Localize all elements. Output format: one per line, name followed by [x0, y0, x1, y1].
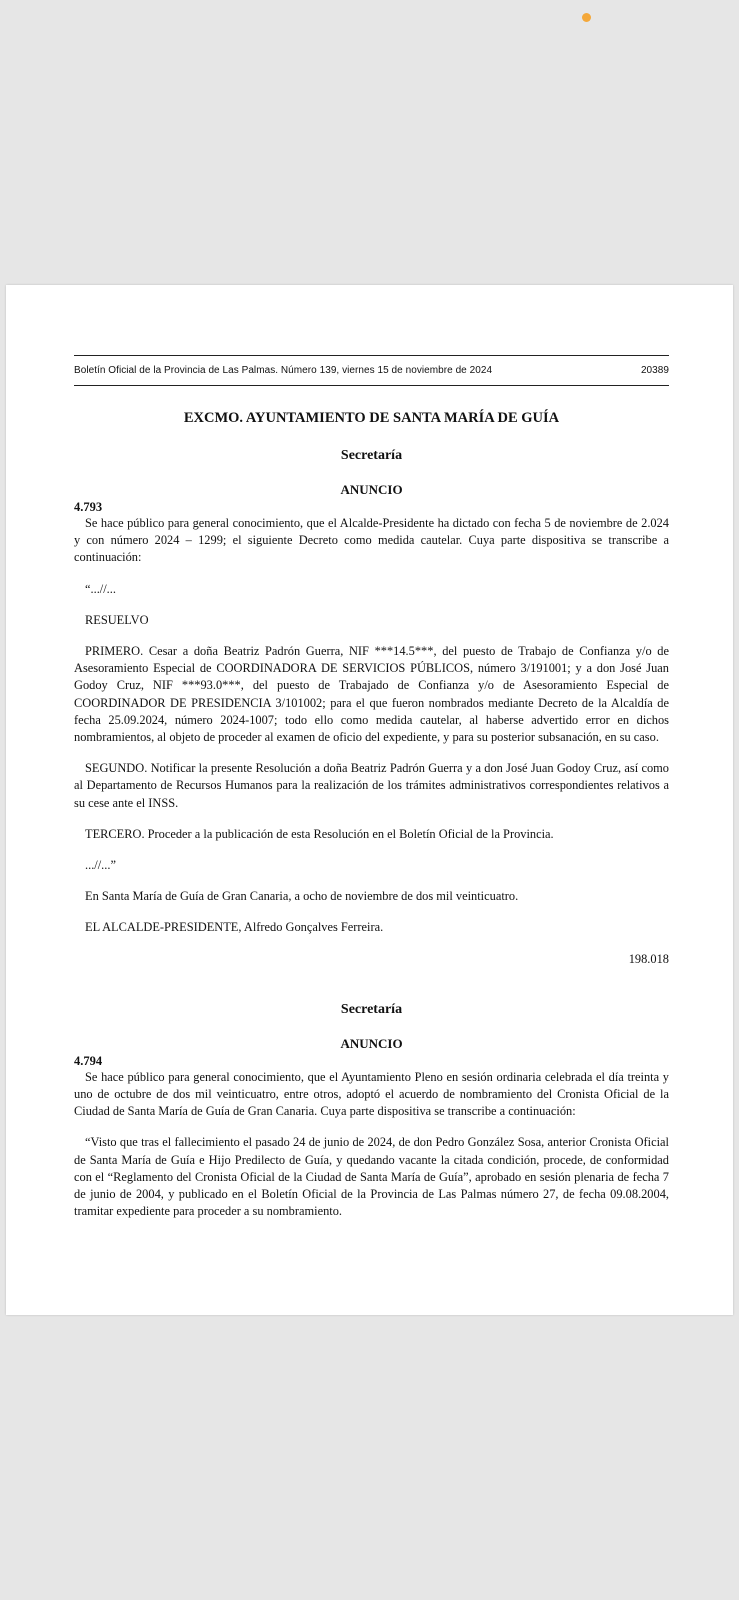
- quote-close: ...//...”: [85, 858, 116, 873]
- publication-info: Boletín Oficial de la Provincia de Las Palmas. Número 139, viernes 15 de noviembre de 2024: [74, 365, 493, 376]
- announcement-4793: [74, 448, 669, 968]
- signature: EL ALCALDE-PRESIDENTE, Alfredo Gonçalves Ferreira.: [85, 920, 384, 935]
- place-date: En Santa María de Guía de Gran Canaria, a ocho de noviembre de dos mil veinticuatro.: [85, 889, 519, 904]
- announcement-number: 4.793: [74, 500, 103, 514]
- body-paragraph: “Visto que tras el fallecimiento el pasado 24 de junio de 2024, de don Pedro González Sosa, anterior Cronista Oficial de Santa María de Guía e Hijo Predilecto de Guía, y quedando vacante la citada condición, procede, de conformidad con el “Reglamento del Cronista Oficial de la Ciudad de Santa María de Guía”, aprobado en sesión plenaria de fecha 7 de junio de 2004, y publicado en el Boletín Oficial de la Provincia de Las Palmas número 27, de fecha 09.08.2004, tramitar expediente para proceder a su nombramiento.: [74, 1135, 669, 1219]
- document-content: [74, 355, 669, 1220]
- section-title: Secretaría: [340, 448, 403, 463]
- segundo-paragraph: SEGUNDO. Notificar la presente Resolución a doña Beatriz Padrón Guerra y a don José Juan Godoy Cruz, así como al Departamento de Recursos Humanos para la realización de los trámites administrativos correspondientes relativos a su cese ante el INSS.: [74, 761, 669, 810]
- page-number: 20389: [640, 365, 669, 376]
- primero-paragraph: PRIMERO. Cesar a doña Beatriz Padrón Guerra, NIF ***14.5***, del puesto de Trabajo de Confianza y/o de Asesoramiento Especial de COORDINADORA DE SERVICIOS PÚBLICOS, número 3/191001; y a don José Juan Godoy Cruz, NIF ***93.0***, del puesto de Trabajado de Confianza y/o de Asesoramiento Especial de COORDINADOR DE PRESIDENCIA 3/101002; para el que fueron nombrados mediante Decreto de la Alcaldía de fecha 25.09.2024, número 2024-1007; todo ello como medida cautelar, al haberse advertido error en dichos nombramientos, al objeto de proceder al examen de oficio del expediente, y para su posterior subsanación, en su caso.: [74, 644, 669, 745]
- announcement-number: 4.794: [74, 1053, 103, 1068]
- intro-paragraph: Se hace público para general conocimiento, que el Ayuntamiento Pleno en sesión ordinaria celebrada el día treinta y uno de octubre de dos mil veinticuatro, entre otros, adoptó el acuerdo de nombramiento del Cronista Oficial de la Ciudad de Santa María de Guía de Gran Canaria. Cuya parte dispositiva se transcribe a continuación:: [74, 1069, 669, 1119]
- bulletin-header: [74, 355, 669, 386]
- tercero-paragraph: TERCERO. Proceder a la publicación de esta Resolución en el Boletín Oficial de la Provincia.: [85, 826, 554, 841]
- organization-title: EXCMO. AYUNTAMIENTO DE SANTA MARÍA DE GUÍA: [183, 410, 560, 426]
- section-title: Secretaría: [340, 1001, 403, 1017]
- quote-open: “...//...: [85, 581, 116, 596]
- reference-amount: 198.018: [628, 951, 669, 966]
- document-page: [6, 285, 733, 1315]
- announcement-type: ANUNCIO: [340, 1035, 403, 1051]
- section-spacer: [74, 968, 669, 1002]
- status-indicator-dot: [582, 13, 591, 22]
- intro-paragraph: Se hace público para general conocimiento, que el Alcalde-Presidente ha dictado con fecha 5 de noviembre de 2.024 y con número 2024 – 1299; el siguiente Decreto como medida cautelar. Cuya parte dispositiva se transcribe a continuación:: [74, 516, 669, 565]
- announcement-type: ANUNCIO: [340, 482, 403, 497]
- resuelvo-heading: RESUELVO: [85, 612, 149, 627]
- announcement-4794: [74, 1002, 669, 1221]
